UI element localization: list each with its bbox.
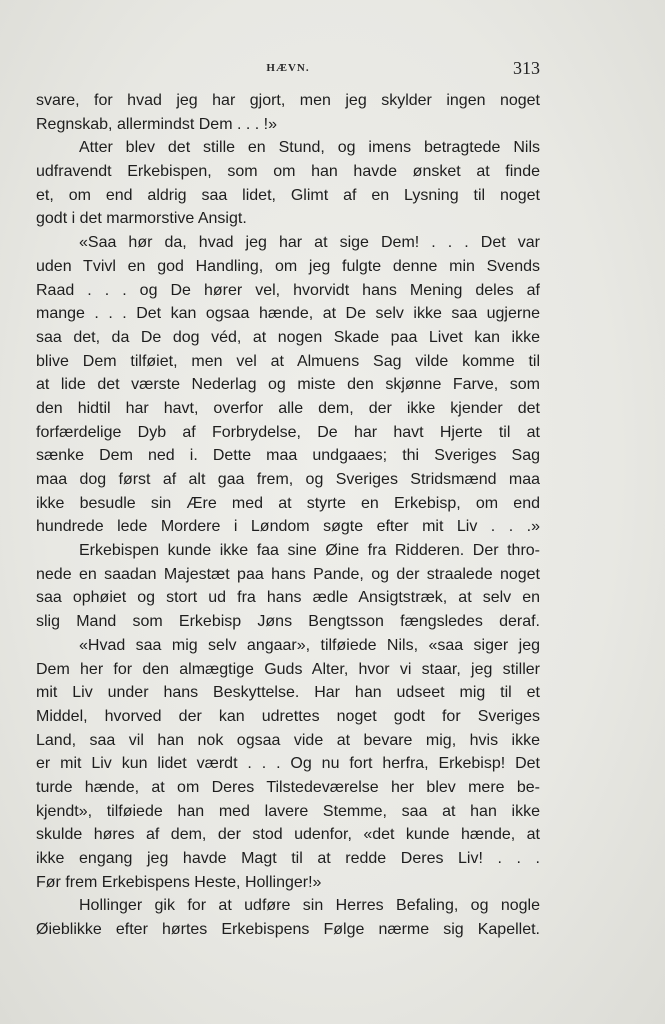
text-line: «Hvad saa mig selv angaar», tilføiede Nils, «saa siger jeg [79, 636, 540, 654]
text-line: skulde høres af dem, der stod udenfor, «det kunde hænde, at [36, 826, 540, 844]
text-line: godt i det marmorstive Ansigt. [36, 210, 247, 228]
running-title: HÆVN. [266, 62, 310, 74]
text-line: Erkebispen kunde ikke faa sine Øine fra Ridderen. Der thro- [79, 542, 540, 560]
text-line: et, om end aldrig saa lidet, Glimt af en Lysning til noget [36, 186, 540, 204]
page-number: 313 [513, 58, 540, 78]
text-line: ikke besudle sin Ære med at styrte en Erkebisp, om end [36, 494, 540, 512]
text-line: Dem her for den almægtige Guds Alter, hvor vi staar, jeg stiller [36, 660, 540, 678]
text-line: saa det, da De dog véd, at nogen Skade paa Livet kan ikke [36, 328, 540, 346]
text-line: er mit Liv kun lidet værdt . . . Og nu fort herfra, Erkebisp! Det [36, 755, 540, 773]
text-line: Regnskab, allermindst Dem . . . !» [36, 115, 277, 133]
text-line: sænke Dem ned i. Dette maa undgaaes; thi Sveriges Sag [36, 447, 540, 465]
text-line: Øieblikke efter hørtes Erkebispens Følge nærme sig Kapellet. [36, 921, 540, 939]
text-line: mange . . . Det kan ogsaa hænde, at De selv ikke saa ugjerne [36, 305, 540, 323]
text-line: at lide det værste Nederlag og miste den skjønne Farve, som [36, 376, 540, 394]
text-line: Før frem Erkebispens Heste, Hollinger!» [36, 873, 322, 891]
text-line: nede en saadan Majestæt paa hans Pande, og der straalede noget [36, 565, 540, 583]
text-line: blive Dem tilføiet, men vel at Almuens Sag vilde komme til [36, 352, 540, 370]
text-line: slig Mand som Erkebisp Jøns Bengtsson fængsledes deraf. [36, 613, 540, 631]
text-line: hundrede lede Mordere i Løndom søgte efter mit Liv . . .» [36, 518, 540, 536]
text-line: Raad . . . og De hører vel, hvorvidt hans Mening deles af [36, 281, 540, 299]
text-line: Land, saa vil han nok ogsaa vide at bevare mig, hvis ikke [36, 731, 540, 749]
text-line: ikke engang jeg havde Magt til at redde Deres Liv! . . . [36, 850, 540, 867]
text-line: uden Tvivl en god Handling, om jeg fulgte denne min Svends [36, 257, 540, 275]
text-line: svare, for hvad jeg har gjort, men jeg skylder ingen noget [36, 92, 540, 109]
text-line: forfærdelige Dyb af Forbrydelse, De har havt Hjerte til at [36, 423, 540, 441]
text-line: Middel, hvorved der kan udrettes noget godt for Sveriges [36, 707, 540, 725]
text-line: Hollinger gik for at udføre sin Herres Befaling, og nogle [79, 897, 540, 915]
text-line: saa ophøiet og stort ud fra hans ædle Ansigtstræk, at selv en [36, 589, 540, 607]
text-line: turde hænde, at om Deres Tilstedeværelse her blev mere be- [36, 778, 540, 796]
text-line: Atter blev det stille en Stund, og imens betragtede Nils [79, 139, 540, 157]
body-text [36, 89, 540, 942]
text-line: kjendt», tilføiede han med lavere Stemme, saa at han ikke [36, 802, 540, 820]
text-line: udfravendt Erkebispen, som om han havde ønsket at finde [36, 163, 540, 181]
text-line: mit Liv under hans Beskyttelse. Har han udseet mig til et [36, 684, 540, 702]
text-line: «Saa hør da, hvad jeg har at sige Dem! . . . Det var [79, 234, 540, 252]
text-line: maa dog først af alt gaa frem, og Sveriges Stridsmænd maa [36, 471, 540, 488]
page-header [36, 58, 540, 82]
text-line: den hidtil har havt, overfor alle dem, der ikke kjender det [36, 399, 540, 417]
